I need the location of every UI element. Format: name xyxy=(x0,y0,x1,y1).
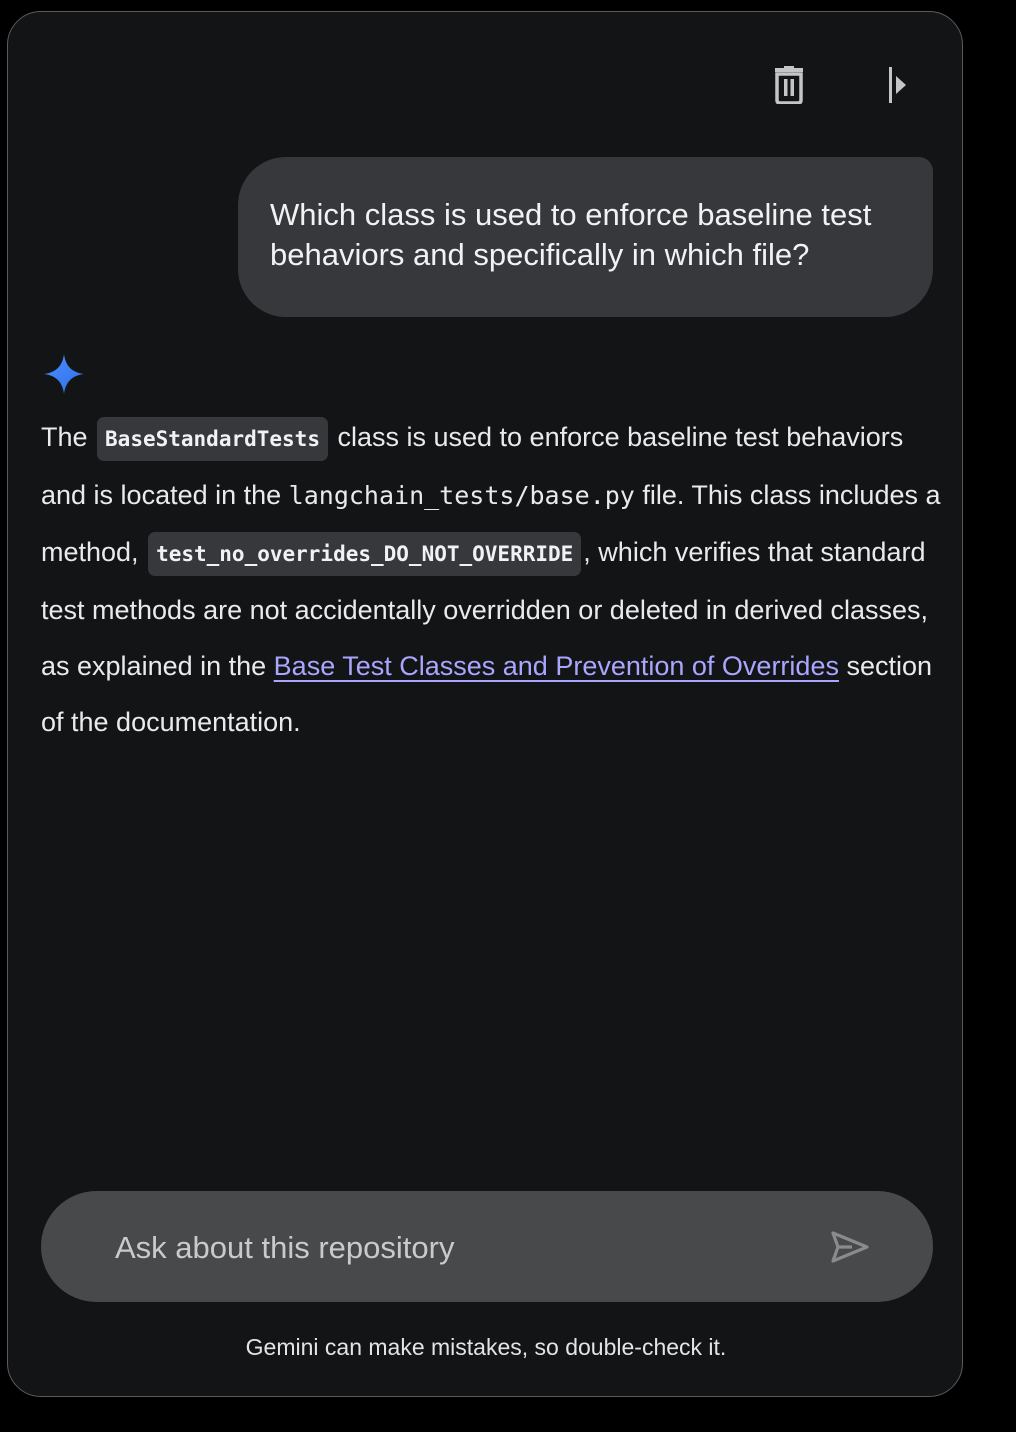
response-text: file. This class includes a method, xyxy=(41,480,941,567)
gemini-sparkle-icon xyxy=(42,352,86,396)
method-name-code: test_no_overrides_DO_NOT_OVERRIDE xyxy=(148,532,581,576)
ask-input[interactable] xyxy=(113,1219,797,1277)
chat-composer xyxy=(41,1191,933,1302)
user-message-bubble xyxy=(238,157,933,317)
file-path-code: langchain_tests/base.py xyxy=(288,481,635,510)
response-text: class is used to enforce baseline test behaviors and is located in the xyxy=(41,422,904,510)
response-text: section of the documentation. xyxy=(41,651,933,737)
delete-chat-button[interactable] xyxy=(765,61,813,109)
collapse-panel-button[interactable] xyxy=(875,61,923,109)
assistant-response xyxy=(41,409,941,750)
send-button[interactable] xyxy=(825,1222,875,1272)
user-message-text: Which class is used to enforce baseline test behaviors and specifically in which file? xyxy=(270,197,872,272)
disclaimer-text: Gemini can make mistakes, so double-check it. xyxy=(245,1334,727,1360)
chat-panel xyxy=(7,11,963,1397)
response-text: The xyxy=(41,422,96,452)
class-name-code: BaseStandardTests xyxy=(97,417,328,461)
documentation-link[interactable]: Base Test Classes and Prevention of Overrides xyxy=(273,651,839,681)
trash-icon xyxy=(772,66,806,104)
send-icon xyxy=(830,1230,870,1264)
response-text: , which verifies that standard test methods are not accidentally overridden or deleted in derived classes, as explained in the xyxy=(41,537,928,681)
collapse-panel-icon xyxy=(887,66,911,104)
